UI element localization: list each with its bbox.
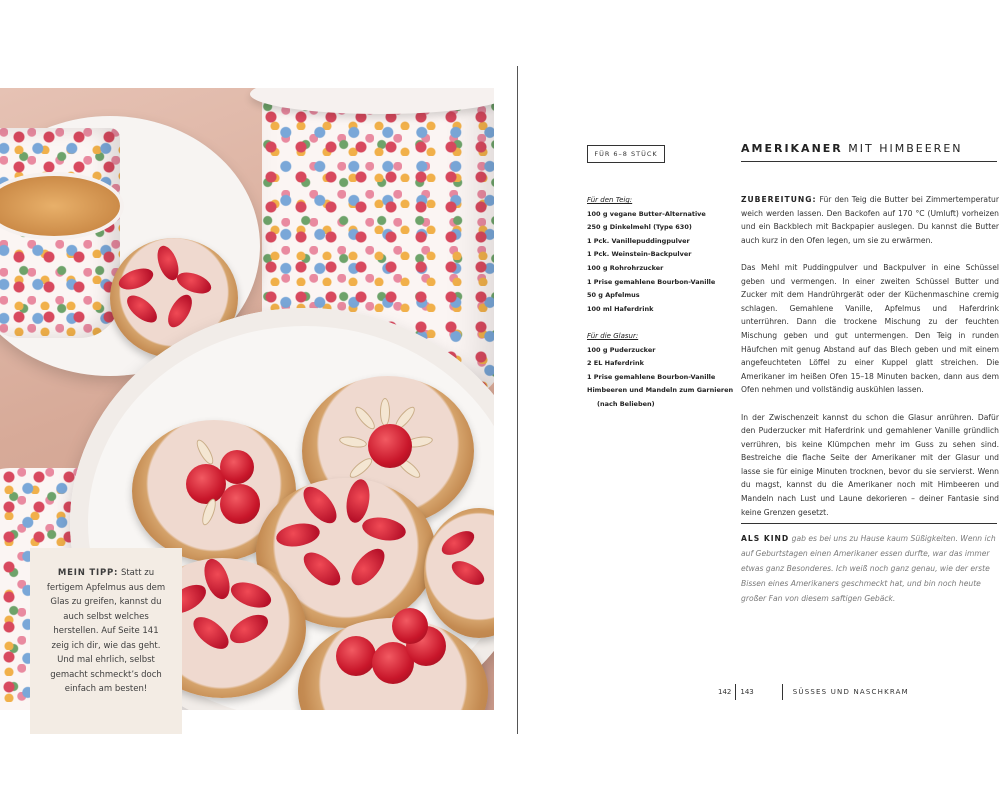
section-title: SÜSSES UND NASCHKRAM bbox=[792, 688, 909, 696]
recipe-title-rest: MIT HIMBEEREN bbox=[848, 142, 963, 155]
tip-box bbox=[30, 548, 182, 734]
recipe-title-bold: AMERIKANER bbox=[741, 142, 843, 155]
ingredient-item: 2 EL Haferdrink bbox=[587, 359, 644, 368]
method-paragraph: Das Mehl mit Puddingpulver und Backpulver in eine Schüssel geben und vermengen. In einer zweiten Schüssel Butter und Zucker mit dem Handrührgerät oder der Küchenmaschine cremig schlagen. Gemahlene Vanille, Apfelmus und Haferdrink unterrühren. Dann die trockene Mischung zu der feuchten Mischung geben und gut untermengen. Den Teig in runden Häufchen mit genug Abstand auf das Blech geben und mit einem angefeuchteten Löffel zu einer Kuppel glatt streichen. Die Amerikaner im heißen Ofen 15–18 Minuten backen, dann aus dem Ofen nehmen und vollständig auskühlen lassen. bbox=[741, 262, 999, 395]
ingredient-item: 1 Pck. Weinstein-Backpulver bbox=[587, 250, 692, 259]
ingredient-item: 100 g Rohrohrzucker bbox=[587, 263, 664, 272]
ingredient-item: 1 Pck. Vanillepuddingpulver bbox=[587, 236, 690, 245]
page-number-right: 143 bbox=[740, 688, 754, 696]
kid-text: gab es bei uns zu Hause kaum Süßigkeiten. Wenn ich auf Geburtstagen einen Amerikaner essen durfte, war das immer etwas ganz Besonderes. Ich weiß noch ganz genau, wie der erste Bissen eines Amerikaners geschmeckt hat, und bin noch heute großer Fan von diesem saftigen Gebäck. bbox=[741, 534, 996, 603]
method-paragraph: In der Zwischenzeit kannst du schon die Glasur anrühren. Dafür den Puderzucker mit Haferdrink und gemahlener Vanille gründlich verrühren, bis keine Klümpchen mehr im Guss zu sehen sind. Bestreiche die flache Seite der Amerikaner mit der Glasur und lasse sie für einige Minuten trocknen, bevor du sie servierst. Wenn du magst, kannst du die Amerikaner noch mit Himbeeren und Mandeln nach Lust und Laune dekorieren – deiner Fantasie sind keine Grenzen gesetzt. bbox=[741, 412, 999, 517]
tip-text: Statt zu fertigem Apfelmus aus dem Glas zu greifen, kannst du auch selbst welches herstellen. Auf Seite 141 zeig ich dir, wie das geht. Und mal ehrlich, selbst gemacht schmeckt’s doch einfach am besten! bbox=[46, 568, 166, 694]
kid-label: ALS KIND bbox=[741, 534, 790, 543]
footer-divider bbox=[782, 684, 783, 700]
recipe-title bbox=[741, 142, 963, 155]
tip-label: MEIN TIPP: bbox=[57, 568, 119, 578]
title-rule bbox=[741, 161, 997, 162]
ingredient-item: Himbeeren und Mandeln zum Garnieren bbox=[587, 386, 734, 395]
ingredient-item: 50 g Apfelmus bbox=[587, 291, 640, 300]
dough-heading: Für den Teig: bbox=[587, 196, 633, 204]
ingredient-item: 1 Prise gemahlene Bourbon-Vanille bbox=[587, 372, 716, 381]
ingredient-item: 100 ml Haferdrink bbox=[587, 304, 654, 313]
footer-divider bbox=[735, 684, 736, 700]
ingredient-item: 1 Prise gemahlene Bourbon-Vanille bbox=[587, 277, 716, 286]
ingredient-item: 250 g Dinkelmehl (Type 630) bbox=[587, 223, 692, 232]
method-paragraph: ZUBEREITUNG: Für den Teig die Butter bei Zimmertemperatur weich werden lassen. Den Backofen auf 170 °C (Umluft) vorheizen und ein Backblech mit Backpapier auslegen. Du kannst die Butter auch kurz in den Ofen legen, um sie zu erwärmen. bbox=[741, 195, 999, 245]
ingredient-item: 100 g vegane Butter-Alternative bbox=[587, 209, 706, 218]
ingredient-list bbox=[587, 194, 734, 412]
method-label: ZUBEREITUNG: bbox=[741, 195, 817, 204]
page-gutter bbox=[517, 66, 518, 734]
glaze-heading: Für die Glasur: bbox=[587, 331, 639, 340]
ingredient-item: (nach Belieben) bbox=[597, 399, 655, 408]
kid-note bbox=[741, 531, 997, 606]
method-text bbox=[741, 193, 999, 533]
kid-rule bbox=[741, 523, 997, 524]
page-footer bbox=[718, 684, 909, 700]
portion-badge: FÜR 6–8 STÜCK bbox=[587, 145, 665, 163]
page-number-left: 142 bbox=[718, 688, 732, 696]
ingredient-item: 100 g Puderzucker bbox=[587, 345, 656, 354]
